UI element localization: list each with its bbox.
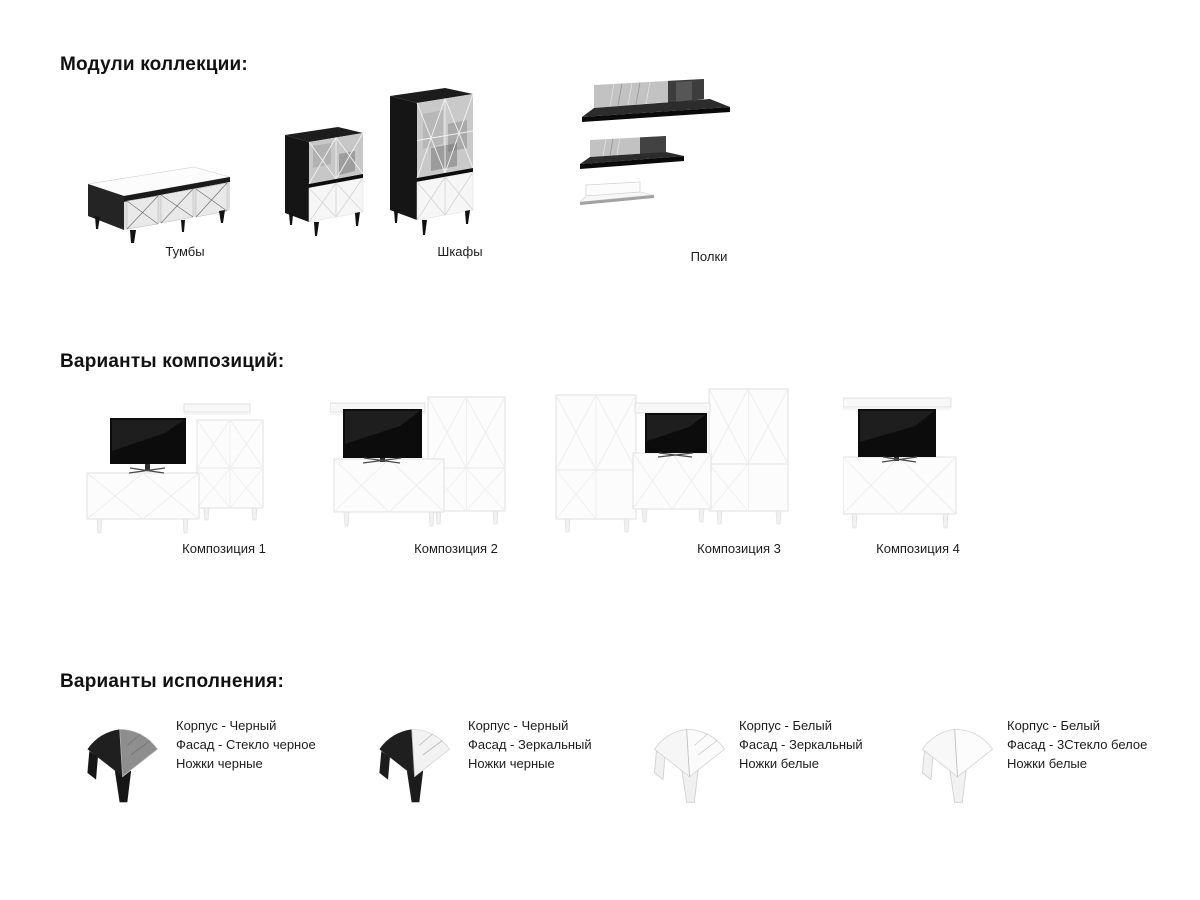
composition-2-image <box>330 396 506 532</box>
finish-body-line: Корпус - Белый <box>1007 718 1100 733</box>
tv <box>645 413 707 457</box>
finish-spec-2 <box>468 716 592 773</box>
finish-body-line: Корпус - Черный <box>176 718 277 733</box>
module-label-cabinets: Шкафы <box>437 244 483 259</box>
module-label-tv-stands: Тумбы <box>165 244 205 259</box>
composition-1-image <box>85 393 265 541</box>
composition-label-1: Композиция 1 <box>182 541 266 556</box>
tv-stand-black <box>88 167 230 243</box>
composition-label-4: Композиция 4 <box>876 541 960 556</box>
composition-3-image <box>553 386 791 534</box>
finish-body-line: Корпус - Белый <box>739 718 832 733</box>
finish-legs-line: Ножки черные <box>468 756 555 771</box>
finish-swatch-white-mirror <box>645 716 735 808</box>
shelf-medium <box>580 136 684 169</box>
finish-legs-line: Ножки черные <box>176 756 263 771</box>
tv-stand-image <box>84 160 236 244</box>
finish-facade-line: Фасад - Зеркальный <box>739 737 863 752</box>
shelves-image <box>580 78 735 212</box>
modules-heading: Модули коллекции: <box>60 54 248 75</box>
finish-legs-line: Ножки белые <box>1007 756 1087 771</box>
cabinets-image <box>283 86 488 238</box>
finish-spec-3 <box>739 716 863 773</box>
finish-facade-line: Фасад - Стекло черное <box>176 737 316 752</box>
shelf-small <box>580 182 654 205</box>
module-label-shelves: Полки <box>690 249 728 264</box>
tv <box>343 409 422 463</box>
cabinet-tall <box>390 88 473 235</box>
finish-facade-line: Фасад - 3Стекло белое <box>1007 737 1148 752</box>
shelf-large <box>582 79 730 122</box>
finish-swatch-black-glass <box>78 716 168 808</box>
composition-label-3: Композиция 3 <box>697 541 781 556</box>
finishes-heading: Варианты исполнения: <box>60 671 284 692</box>
finish-spec-4 <box>1007 716 1147 773</box>
finish-body-line: Корпус - Черный <box>468 718 569 733</box>
cabinet-small <box>285 127 363 236</box>
finish-spec-1 <box>176 716 316 773</box>
finish-swatch-white-glass <box>913 716 1003 808</box>
composition-label-2: Композиция 2 <box>414 541 498 556</box>
finish-facade-line: Фасад - Зеркальный <box>468 737 592 752</box>
finish-legs-line: Ножки белые <box>739 756 819 771</box>
tv <box>858 409 936 462</box>
compositions-heading: Варианты композиций: <box>60 351 285 372</box>
finish-swatch-black-mirror <box>370 716 460 808</box>
tv <box>110 418 186 473</box>
composition-4-image <box>843 396 993 532</box>
